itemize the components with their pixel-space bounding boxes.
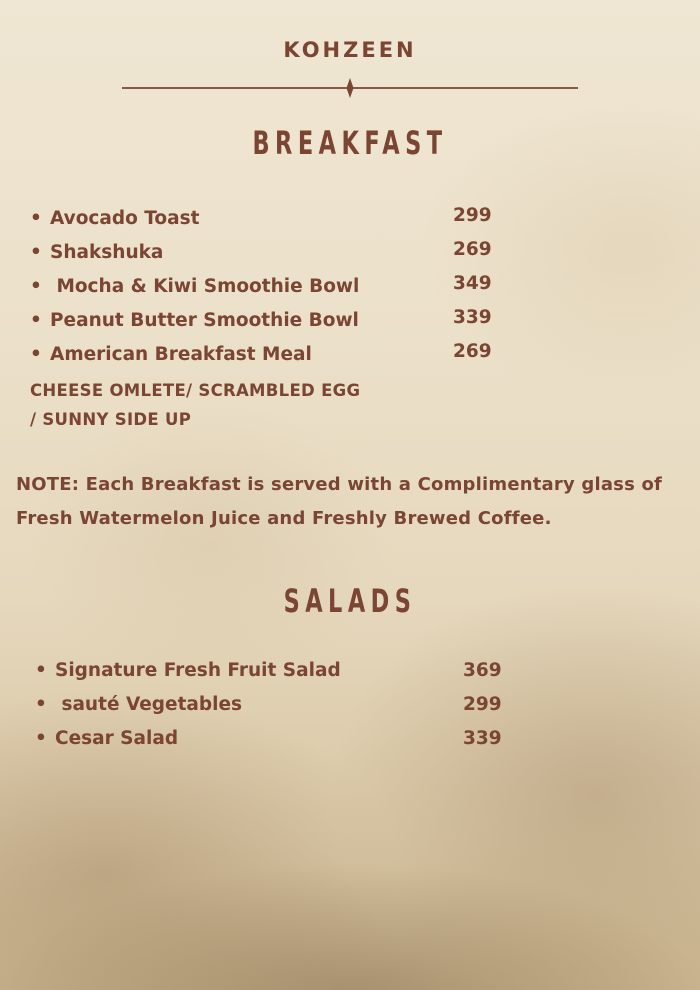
item-name: Mocha & Kiwi Smoothie Bowl	[50, 276, 360, 297]
item-name: American Breakfast Meal	[50, 344, 312, 365]
item-name: Cesar Salad	[55, 728, 179, 749]
bullet-icon: •	[30, 208, 42, 229]
item-name: Avocado Toast	[50, 208, 200, 229]
ornamental-divider	[122, 78, 578, 98]
item-price: 349	[453, 273, 492, 294]
item-price: 299	[463, 694, 502, 715]
bullet-icon: •	[30, 276, 42, 297]
item-name: Signature Fresh Fruit Salad	[55, 660, 341, 681]
salads-section-title: SALADS	[283, 582, 417, 620]
menu-item	[30, 208, 199, 229]
item-price: 269	[453, 239, 492, 260]
menu-item	[30, 242, 163, 263]
item-name: sauté Vegetables	[55, 694, 243, 715]
bullet-icon: •	[35, 728, 47, 749]
egg-options-line1: CHEESE OMLETE/ SCRAMBLED EGG	[30, 381, 361, 400]
menu-item	[30, 344, 312, 365]
item-price: 339	[453, 307, 492, 328]
item-name: Shakshuka	[50, 242, 164, 263]
restaurant-name: KOHZEEN	[283, 38, 417, 62]
menu-item	[35, 660, 341, 681]
menu-item	[30, 310, 359, 331]
bullet-icon: •	[35, 660, 47, 681]
bullet-icon: •	[30, 344, 42, 365]
item-price: 269	[453, 341, 492, 362]
egg-options-line2: / SUNNY SIDE UP	[30, 410, 192, 429]
bullet-icon: •	[35, 694, 47, 715]
menu-item	[35, 728, 178, 749]
menu-item	[35, 694, 242, 715]
item-price: 299	[453, 205, 492, 226]
bullet-icon: •	[30, 242, 42, 263]
item-price: 369	[463, 660, 502, 681]
breakfast-note: NOTE: Each Breakfast is served with a Complimentary glass of Fresh Watermelon Juice and Freshly Brewed Coffee.	[16, 474, 663, 529]
bullet-icon: •	[30, 310, 42, 331]
menu-item	[30, 276, 359, 297]
item-name: Peanut Butter Smoothie Bowl	[50, 310, 359, 331]
breakfast-section-title: BREAKFAST	[252, 124, 448, 162]
item-price: 339	[463, 728, 502, 749]
